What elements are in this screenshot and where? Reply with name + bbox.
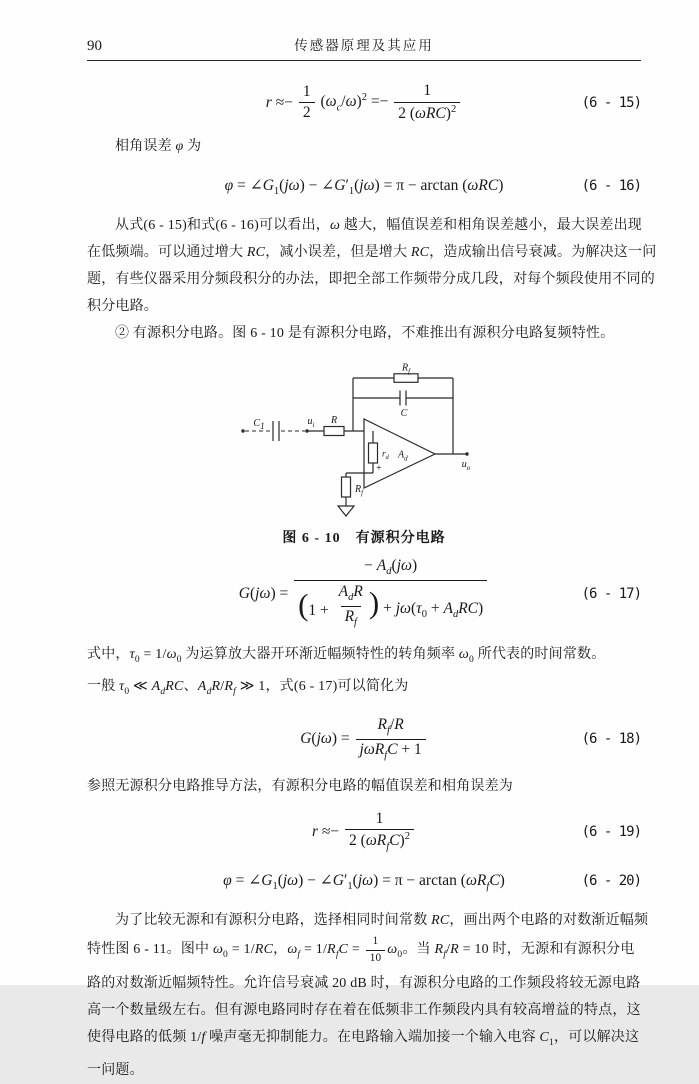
paragraph-line: 积分电路。 xyxy=(87,299,158,315)
equation-6-16 xyxy=(87,169,641,203)
equation-6-18 xyxy=(87,715,641,764)
equation-number: (6 - 15) xyxy=(581,94,641,111)
equation-number: (6 - 18) xyxy=(581,731,641,748)
uo-label: $u_o$ xyxy=(461,459,471,473)
paragraph-line: 一般 $\tau_0$ ≪ $A_dRC$、$A_dR/R_f$ ≫ 1，式(6 - 17)可以简化为 xyxy=(87,679,409,698)
feedback-resistor-rf-label: $R_f$ xyxy=(401,362,411,376)
output-terminal-dot xyxy=(465,453,468,456)
equation-number: (6 - 16) xyxy=(581,178,641,195)
equation-6-15 xyxy=(87,81,641,124)
equation-number: (6 - 19) xyxy=(581,823,641,840)
input-capacitor-c1-label: C1 xyxy=(253,418,265,432)
paragraph-line: 在低频端。可以通过增大 RC，减小误差，但是增大 RC，造成输出信号衰减。为解决这一问 xyxy=(87,245,657,261)
figure-6-10 xyxy=(79,355,633,525)
paragraph-line: 使得电路的低频 1/f 噪声毫无抑制能力。在电路输入端加接一个输入电容 $C_1$，可以解决这 xyxy=(87,1030,640,1048)
input-terminal-dot xyxy=(241,430,244,433)
paragraph-line: 式中，$\tau_0 = 1/\omega_0$ 为运算放大器开环渐近幅频特性的转角频率 $\omega_0$ 所代表的时间常数。 xyxy=(87,646,606,665)
page-header xyxy=(87,34,641,61)
paragraph-line: 相角误差 φ 为 xyxy=(115,139,202,155)
equation-body: $\varphi = \angle G_1(j\omega)$ − $\angle G'_1(j\omega) = \pi - \arctan (\omega R_fC)$ xyxy=(223,871,505,892)
equation-body: G(jω) = − $A_d(j\omega)$ (1 + $\frac{A_dR}{R_f}$ ) + $j\omega(\tau_0 + A_dRC)$ xyxy=(239,556,489,631)
equation-body: $\varphi = \angle G_1(j\omega)$ − $\angle G'_1(j\omega) = \pi - \arctan (\omega RC)$ xyxy=(224,176,504,197)
paragraph-line: 参照无源积分电路推导方法，有源积分电路的幅值误差和相角误差为 xyxy=(87,778,513,794)
equation-6-17 xyxy=(87,556,641,631)
ground-symbol xyxy=(338,506,354,516)
page-number: 90 xyxy=(87,38,102,54)
opamp-gain-label: $A_d$ xyxy=(398,449,408,463)
figure-caption: 图 6 - 10 有源积分电路 xyxy=(282,531,446,547)
equation-body: r ≈− $\frac{1}{2 (\omega R_fC)^2}$ xyxy=(312,809,416,856)
running-title: 传感器原理及其应用 xyxy=(294,38,434,53)
paragraph-line: 从式(6 - 15)和式(6 - 16)可以看出，ω 越大，幅值误差和相角误差越小，最大误差出现 xyxy=(115,218,642,234)
paragraph-line: 路的对数渐近幅频特性。允许信号衰减 20 dB 时，有源积分电路的工作频段将较无源电路 xyxy=(87,976,641,992)
paragraph-line: ② 有源积分电路。图 6 - 10 是有源积分电路，不难推出有源积分电路复频特性。 xyxy=(115,326,615,342)
equation-body: r ≈− $\frac{1}{2}$ $(\omega_c/\omega)^2$ =− $\frac{1}{2 (\omega RC)^2}$ xyxy=(266,81,462,124)
equation-number: (6 - 20) xyxy=(581,873,641,890)
noninverting-plus-sign: + xyxy=(376,463,382,475)
paragraph-line: 为了比较无源和有源积分电路，选择相同时间常数 RC，画出两个电路的对数渐近幅频 xyxy=(115,913,649,929)
equation-6-19 xyxy=(87,809,641,856)
equation-number: (6 - 17) xyxy=(581,585,641,602)
paragraph-line: 高一个数量级左右。但有源电路同时存在着在低频非工作频段内具有较高增益的特点，这 xyxy=(87,1003,641,1019)
opamp-input-resistance-rd xyxy=(369,443,378,463)
equation-body: G(jω) = $\frac{R_f/R}{j\omega R_fC + 1}$ xyxy=(300,715,428,764)
paragraph-line: 题，有些仪器采用分频段积分的办法，即把全部工作频带分成几段，对每个频段使用不同的 xyxy=(87,272,655,288)
ground-resistor-rf-label: $R_f$ xyxy=(355,484,364,498)
paragraph-line: 特性图 6 - 11。图中 $\omega_0 = 1/RC$，$\omega_f = 1/R_fC$ = $\frac{1}{10}$ $\omega_0$。当 $R_f/R = 10$ 时，无源和有源积分电 xyxy=(87,934,641,970)
ground-resistor-rf xyxy=(342,477,351,497)
ui-label: $u_i$ xyxy=(307,416,315,430)
feedback-capacitor-c-label: C xyxy=(400,408,408,420)
input-resistor-r-label: R xyxy=(330,415,338,427)
paragraph-line: 一问题。 xyxy=(87,1062,144,1078)
feedback-resistor-rf xyxy=(394,374,418,383)
input-resistor-r xyxy=(324,427,344,436)
rd-label: $r_d$ xyxy=(382,448,389,462)
equation-6-20 xyxy=(87,864,641,898)
active-integrator-circuit xyxy=(221,355,491,525)
